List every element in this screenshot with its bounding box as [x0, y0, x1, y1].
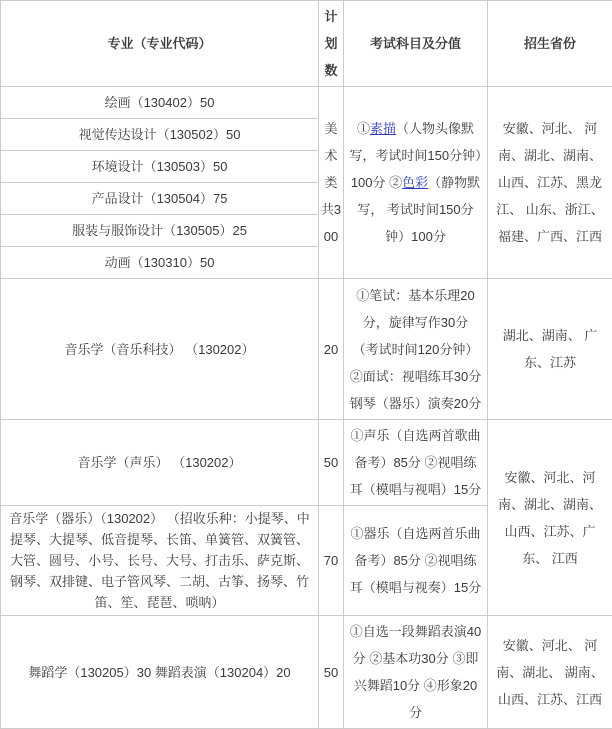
exam-cell-art [344, 87, 488, 279]
header-major: 专业（专业代码） [1, 1, 319, 87]
provinces-cell-art: 安徽、河北、 河南、湖北、湖南、山西、江苏、黑龙江、 山东、浙江、 福建、广西、江西 [488, 87, 612, 279]
plan-cell: 20 [319, 279, 344, 420]
major-cell: 绘画（130402）50 [1, 87, 319, 119]
header-provinces: 招生省份 [488, 1, 612, 87]
plan-cell-art-total: 美术类共300 [319, 87, 344, 279]
exam-text: （静物默写， 考试时间150分钟）100分 [357, 175, 480, 244]
exam-text: （人物头像默写，考试时间150分钟）100分 [349, 121, 481, 190]
exam-cell: ①声乐（自选两首歌曲备考）85分 ②视唱练耳（模唱与视唱）15分 [344, 420, 488, 506]
color-link[interactable]: 色彩 [402, 175, 428, 190]
major-cell: 动画（130310）50 [1, 247, 319, 279]
plan-cell: 50 [319, 420, 344, 506]
table-row-dance [1, 616, 612, 729]
major-cell: 环境设计（130503）50 [1, 151, 319, 183]
exam-cell: ①自选一段舞蹈表演40分 ②基本功30分 ③即兴舞蹈10分 ④形象20分 [344, 616, 488, 729]
sketch-link[interactable]: 素描 [370, 121, 396, 136]
table-row-music-tech [1, 279, 612, 420]
table-row-vocal [1, 420, 612, 506]
major-cell: 音乐学（音乐科技） （130202） [1, 279, 319, 420]
header-exam: 考试科目及分值 [344, 1, 488, 87]
header-plan: 计划数 [319, 1, 344, 87]
major-cell: 视觉传达设计（130502）50 [1, 119, 319, 151]
exam-cell: ①器乐（自选两首乐曲备考）85分 ②视唱练耳（模唱与视奏）15分 [344, 506, 488, 616]
plan-cell: 70 [319, 506, 344, 616]
major-cell: 服装与服饰设计（130505）25 [1, 215, 319, 247]
table-header-row [1, 1, 612, 87]
major-cell: 产品设计（130504）75 [1, 183, 319, 215]
provinces-cell: 安徽、河北、 河南、湖北、 湖南、山西、江苏、江西 [488, 616, 612, 729]
table-row-painting [1, 87, 612, 119]
major-cell: 音乐学（声乐） （130202） [1, 420, 319, 506]
plan-cell: 50 [319, 616, 344, 729]
major-cell: 音乐学（器乐）（130202） （招收乐种：小提琴、中提琴、大提琴、低音提琴、长笛、单簧管、双簧管、大管、圆号、小号、长号、大号、打击乐、萨克斯、钢琴、双排键、电子管风琴、二胡、古筝、扬琴、竹笛、笙、琵琶、唢呐） [1, 506, 319, 616]
provinces-cell-vocal-instrumental: 安徽、河北、河南、湖北、湖南、山西、江苏、广东、 江西 [488, 420, 612, 616]
major-cell: 舞蹈学（130205）30 舞蹈表演（130204）20 [1, 616, 319, 729]
exam-text: ② [389, 175, 402, 190]
provinces-cell: 湖北、湖南、 广东、江苏 [488, 279, 612, 420]
exam-text: ① [357, 121, 370, 136]
exam-cell: ①笔试：基本乐理20分，旋律写作30分 （考试时间120分钟） ②面试：视唱练耳30分 钢琴（器乐）演奏20分 [344, 279, 488, 420]
